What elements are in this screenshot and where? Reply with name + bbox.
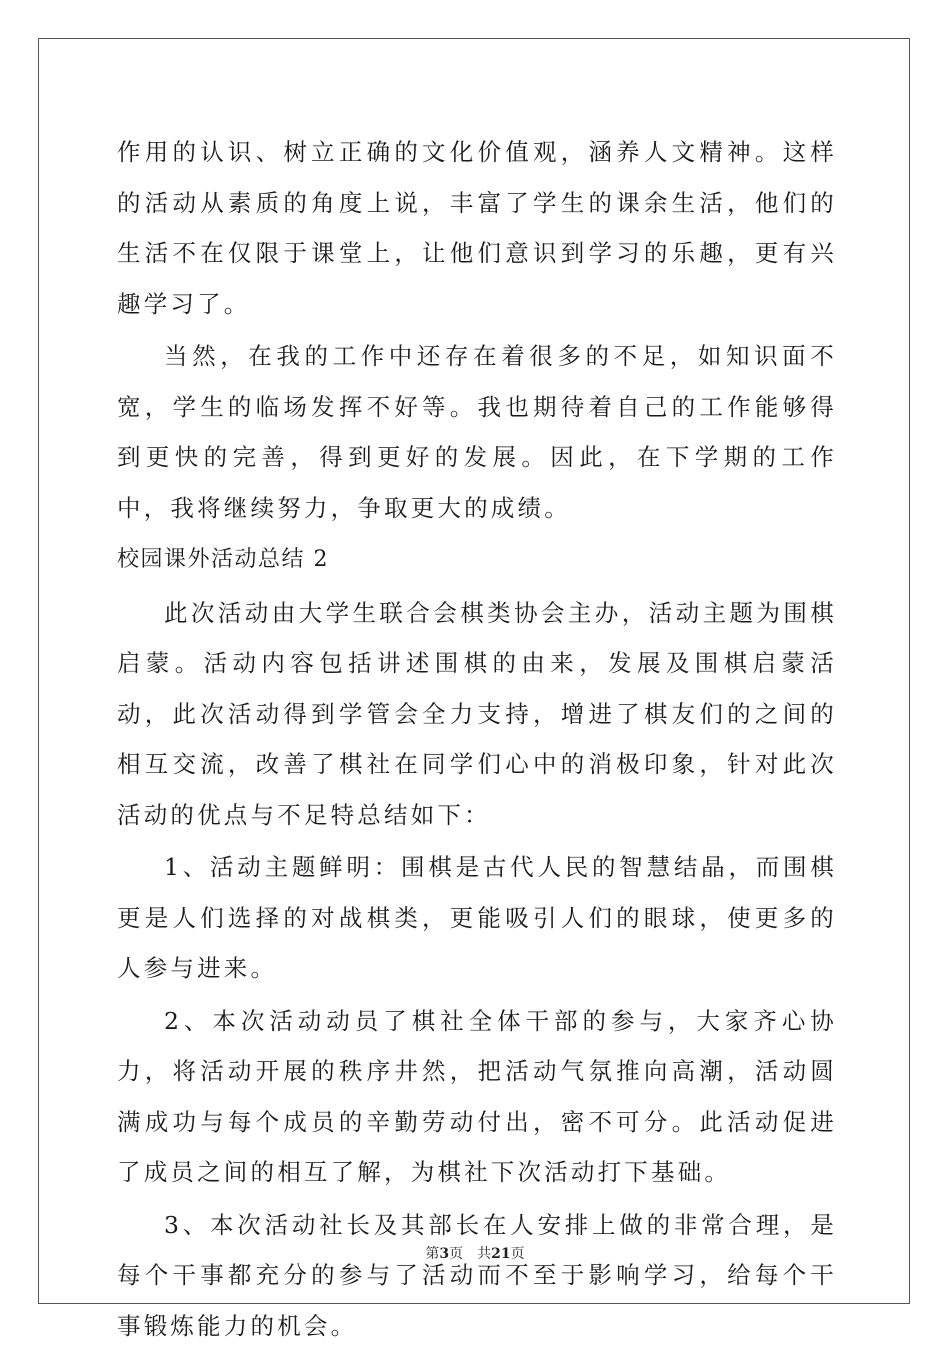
section-heading: 校园课外活动总结 2 — [117, 535, 837, 586]
paragraph-3: 此次活动由大学生联合会棋类协会主办，活动主题为围棋启蒙。活动内容包括讲述围棋的由来，发展及围棋启蒙活动，此次活动得到学管会全力支持，增进了棋友们的之间的相互交流，改善了棋社在同学们心中的消极印象，针对此次活动的优点与不足特总结如下： — [117, 588, 837, 841]
page-prefix: 第 — [425, 1246, 439, 1262]
page-number: 3 — [439, 1246, 449, 1262]
paragraph-1: 作用的认识、树立正确的文化价值观，涵养人文精神。这样的活动从素质的角度上说，丰富了学生的课余生活，他们的生活不在仅限于课堂上，让他们意识到学习的乐趣，更有兴趣学习了。 — [117, 127, 837, 329]
paragraph-6: 3、本次活动社长及其部长在人安排上做的非常合理，是每个干事都充分的参与了活动而不至于影响学习，给每个干事锻炼能力的机会。 — [117, 1200, 837, 1351]
page-footer — [0, 1243, 950, 1263]
page-suffix: 页 — [449, 1246, 463, 1262]
total-prefix: 共 — [477, 1246, 491, 1262]
paragraph-2: 当然，在我的工作中还存在着很多的不足，如知识面不宽，学生的临场发挥不好等。我也期待着自己的工作能够得到更快的完善，得到更好的发展。因此，在下学期的工作中，我将继续努力，争取更大的成绩。 — [117, 331, 837, 533]
document-body — [117, 127, 837, 1351]
total-suffix: 页 — [511, 1246, 525, 1262]
paragraph-5: 2、本次活动动员了棋社全体干部的参与，大家齐心协力，将活动开展的秩序井然，把活动气氛推向高潮，活动圆满成功与每个成员的辛勤劳动付出，密不可分。此活动促进了成员之间的相互了解，为棋社下次活动打下基础。 — [117, 996, 837, 1198]
total-pages: 21 — [491, 1246, 510, 1262]
paragraph-4: 1、活动主题鲜明：围棋是古代人民的智慧结晶，而围棋更是人们选择的对战棋类，更能吸引人们的眼球，使更多的人参与进来。 — [117, 842, 837, 994]
